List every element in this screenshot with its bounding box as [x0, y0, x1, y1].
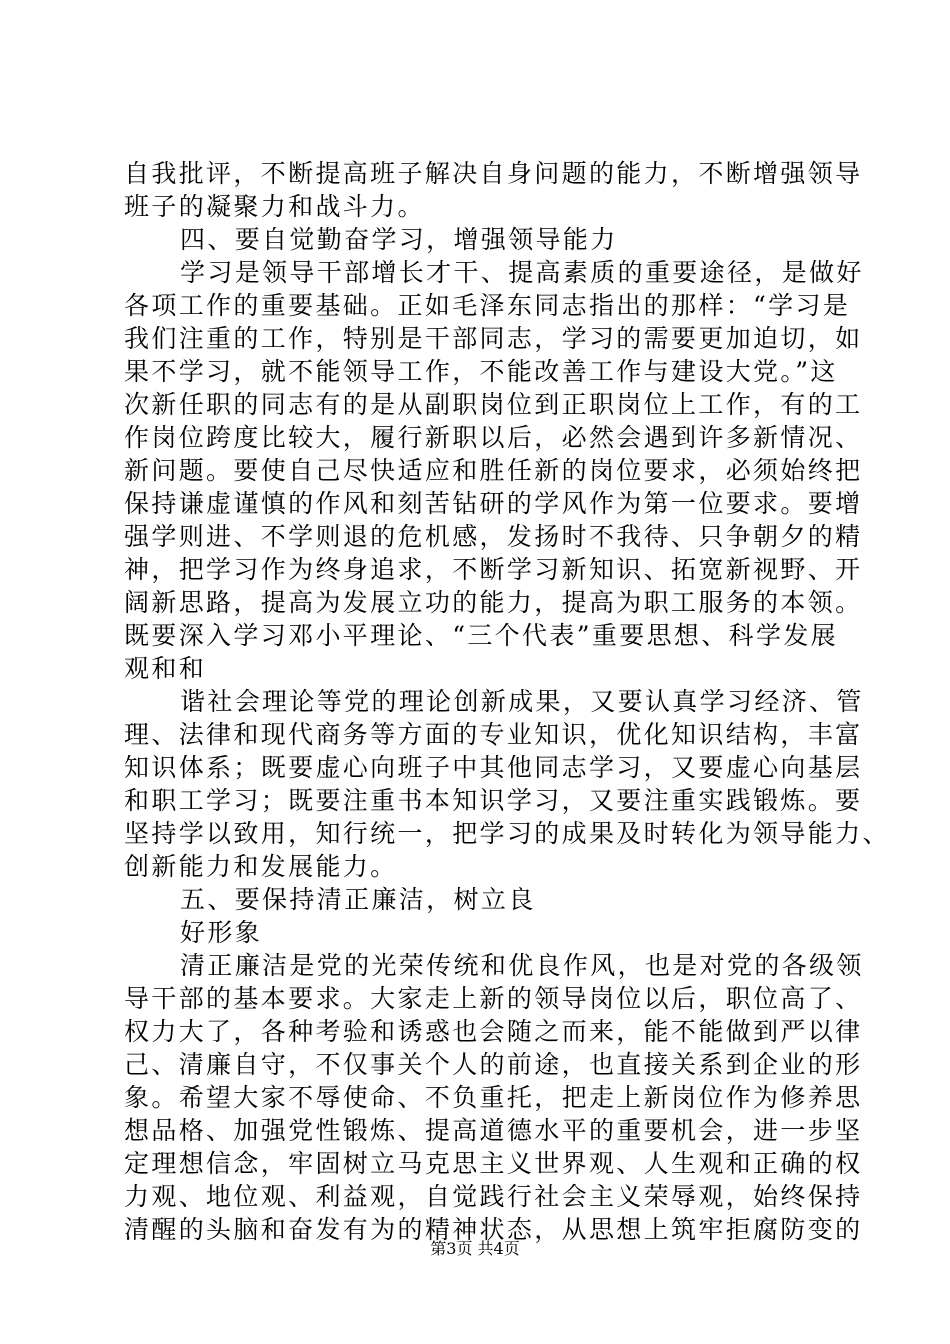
text-line: 自我批评，不断提高班子解决自身问题的能力，不断增强领导 — [124, 159, 863, 188]
text-line: 知识体系；既要虚心向班子中其他同志学习，又要虚心向基层 — [124, 753, 863, 782]
text-line: 四、要自觉勤奋学习，增强领导能力 — [180, 225, 618, 254]
text-line: 神，把学习作为终身追求，不断学习新知识、拓宽新视野、开 — [124, 555, 863, 584]
text-line: 既要深入学习邓小平理论、“三个代表”重要思想、科学发展 — [124, 621, 839, 650]
page-footer: 第3页 共4页 — [430, 1239, 520, 1258]
text-line: 权力大了，各种考验和诱惑也会随之而来，能不能做到严以律 — [124, 1017, 863, 1046]
text-line: 创新能力和发展能力。 — [124, 852, 398, 881]
text-line: 定理想信念，牢固树立马克思主义世界观、人生观和正确的权 — [124, 1149, 863, 1178]
text-line: 清醒的头脑和奋发有为的精神状态，从思想上筑牢拒腐防变的 — [124, 1215, 863, 1244]
text-line: 想品格、加强党性锻炼、提高道德水平的重要机会，进一步坚 — [124, 1116, 863, 1145]
text-line: 己、清廉自守，不仅事关个人的前途，也直接关系到企业的形 — [124, 1050, 863, 1079]
text-line: 我们注重的工作，特别是干部同志，学习的需要更加迫切，如 — [124, 324, 863, 353]
text-line: 班子的凝聚力和战斗力。 — [124, 192, 425, 221]
text-line: 坚持学以致用，知行统一，把学习的成果及时转化为领导能力、 — [124, 819, 890, 848]
text-line: 新问题。要使自己尽快适应和胜任新的岗位要求，必须始终把 — [124, 456, 863, 485]
text-line: 次新任职的同志有的是从副职岗位到正职岗位上工作，有的工 — [124, 390, 863, 419]
text-line: 和职工学习；既要注重书本知识学习，又要注重实践锻炼。要 — [124, 786, 863, 815]
body-text — [124, 157, 890, 1246]
text-line: 象。希望大家不辱使命、不负重托，把走上新岗位作为修养思 — [124, 1083, 863, 1112]
text-line: 五、要保持清正廉洁，树立良 — [180, 885, 536, 914]
text-line: 好形象 — [180, 918, 263, 947]
text-line: 强学则进、不学则退的危机感，发扬时不我待、只争朝夕的精 — [124, 522, 863, 551]
text-line: 阔新思路，提高为发展立功的能力，提高为职工服务的本领。 — [124, 588, 863, 617]
text-line: 学习是领导干部增长才干、提高素质的重要途径，是做好 — [180, 258, 864, 287]
text-line: 各项工作的重要基础。正如毛泽东同志指出的那样：“学习是 — [124, 291, 851, 320]
text-line: 力观、地位观、利益观，自觉践行社会主义荣辱观，始终保持 — [124, 1182, 863, 1211]
text-line: 理、法律和现代商务等方面的专业知识，优化知识结构，丰富 — [124, 720, 863, 749]
text-line: 作岗位跨度比较大，履行新职以后，必然会遇到许多新情况、 — [124, 423, 863, 452]
text-line: 谐社会理论等党的理论创新成果，又要认真学习经济、管 — [180, 687, 864, 716]
text-line: 导干部的基本要求。大家走上新的领导岗位以后，职位高了、 — [124, 984, 863, 1013]
text-line: 保持谦虚谨慎的作风和刻苦钻研的学风作为第一位要求。要增 — [124, 489, 863, 518]
text-line: 观和和 — [124, 654, 207, 683]
text-line: 清正廉洁是党的光荣传统和优良作风，也是对党的各级领 — [180, 951, 864, 980]
text-line: 果不学习，就不能领导工作，不能改善工作与建设大党。”这 — [124, 357, 838, 386]
